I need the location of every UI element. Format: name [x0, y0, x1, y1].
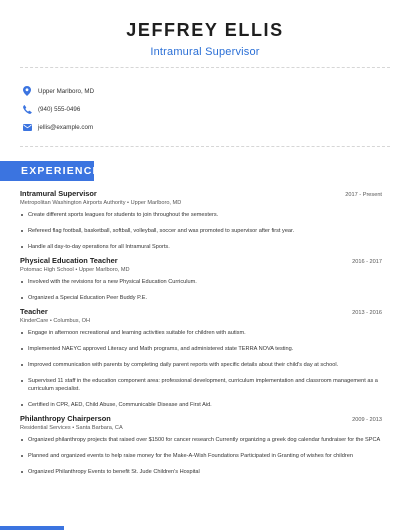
list-item: Improved communication with parents by completing daily parent reports with specific details about their child's day at school. [20, 361, 382, 369]
job-dates: 2017 - Present [345, 192, 382, 198]
candidate-title: Intramural Supervisor [150, 46, 260, 58]
list-item: Involved with the revisions for a new Physical Education Curriculum. [20, 278, 382, 286]
next-section-bar [0, 526, 64, 530]
divider-top [20, 67, 390, 68]
list-item: Create different sports leagues for students to join throughout the semesters. [20, 211, 382, 219]
location-pin-icon [22, 86, 32, 96]
list-item: Organized philanthropy projects that raised over $1500 for cancer research Currently organizing a greek dog calendar fundraiser for the SPCA [20, 436, 382, 444]
job-title: Teacher [20, 307, 48, 316]
divider-middle [20, 146, 390, 147]
job-bullets [20, 436, 382, 476]
location-text: Upper Marlboro, MD [38, 87, 95, 95]
job-entry [20, 307, 382, 409]
list-item: Planned and organized events to help raise money for the Make-A-Wish Foundations Participated in Granting of wishes for children [20, 452, 382, 460]
contact-phone [22, 100, 94, 118]
job-title: Philanthropy Chairperson [20, 414, 111, 423]
job-dates: 2009 - 2013 [352, 417, 382, 423]
job-entry [20, 256, 382, 302]
job-dates: 2013 - 2016 [352, 310, 382, 316]
candidate-name: JEFFREY ELLIS [126, 20, 284, 40]
job-dates: 2016 - 2017 [352, 259, 382, 265]
list-item: Engage in afternoon recreational and learning activities suitable for children with autism. [20, 329, 382, 337]
list-item: Organized Philanthropy Events to benefit St. Jude Children's Hospital [20, 468, 382, 476]
job-entry [20, 189, 382, 251]
experience-list [20, 189, 382, 479]
list-item: Organized a Special Education Peer Buddy P.E. [20, 294, 382, 302]
job-bullets [20, 278, 382, 302]
job-entry [20, 414, 382, 476]
job-title: Physical Education Teacher [20, 256, 118, 265]
list-item: Implemented NAEYC approved Literacy and Math programs, and administered state TERRA NOVA testing. [20, 345, 382, 353]
job-organization: Residential Services • Santa Barbara, CA [20, 425, 123, 431]
list-item: Supervised 11 staff in the education component area: professional development, curriculum implementation and classroom management as a curriculum specialist. [20, 377, 382, 393]
email-link[interactable]: jellis@example.com [38, 123, 94, 131]
list-item: Refereed flag football, basketball, softball, volleyball, soccer and was promoted to supervisor after first year. [20, 227, 382, 235]
email-icon [22, 122, 32, 132]
phone-icon [22, 104, 32, 114]
list-item: Certified in CPR, AED, Child Abuse, Communicable Disease and First Aid. [20, 401, 382, 409]
resume-header [0, 20, 410, 58]
job-organization: KinderCare • Columbus, OH [20, 318, 91, 324]
section-heading-experience: EXPERIENCE [0, 161, 94, 181]
job-organization: Potomac High School • Upper Marlboro, MD [20, 267, 130, 273]
list-item: Handle all day-to-day operations for all Intramural Sports. [20, 243, 382, 251]
phone-link[interactable]: (940) 555-0496 [38, 105, 81, 113]
job-bullets [20, 329, 382, 409]
job-organization: Metropolitan Washington Airports Authority • Upper Marlboro, MD [20, 200, 182, 206]
contact-email [22, 118, 94, 136]
job-title: Intramural Supervisor [20, 189, 97, 198]
contact-info [22, 82, 94, 136]
job-bullets [20, 211, 382, 251]
contact-location [22, 82, 94, 100]
